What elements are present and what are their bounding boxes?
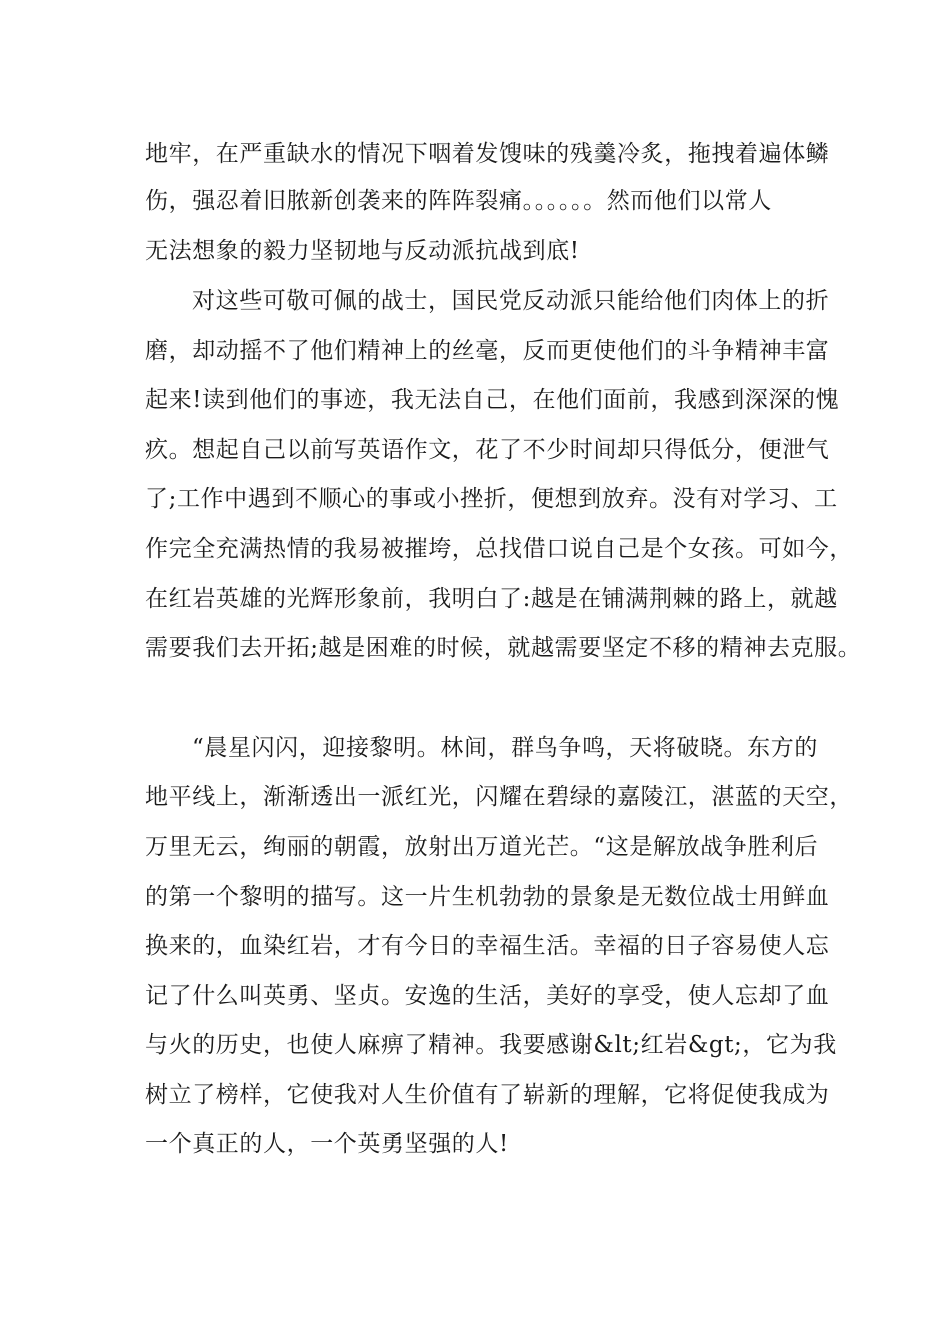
text-line: 记了什么叫英勇、坚贞。安逸的生活，美好的享受，使人忘却了血 — [145, 983, 830, 1009]
text-line: 对这些可敬可佩的战士，国民党反动派只能给他们肉体上的折 — [192, 288, 830, 314]
text-line: 疚。想起自己以前写英语作文，花了不少时间却只得低分，便泄气 — [145, 437, 830, 463]
text-line: 与火的历史，也使人麻痹了精神。我要感谢&lt;红岩&gt;，它为我 — [145, 1032, 837, 1058]
text-line: 起来!读到他们的事迹，我无法自己，在他们面前，我感到深深的愧 — [145, 387, 840, 413]
text-line: 了;工作中遇到不顺心的事或小挫折，便想到放弃。没有对学习、工 — [145, 486, 838, 512]
text-line: 地牢，在严重缺水的情况下咽着发馊味的残羹冷炙，拖拽着遍体鳞 — [145, 141, 830, 167]
text-line: 磨，却动摇不了他们精神上的丝毫，反而更使他们的斗争精神丰富 — [145, 338, 830, 364]
text-line: 的第一个黎明的描写。这一片生机勃勃的景象是无数位战士用鲜血 — [145, 884, 830, 910]
text-line: 需要我们去开拓;越是困难的时候，就越需要坚定不移的精神去克服。 — [145, 635, 862, 661]
text-line: 一个真正的人，一个英勇坚强的人! — [145, 1131, 509, 1157]
text-line: 万里无云，绚丽的朝霞，放射出万道光芒。“这是解放战争胜利后 — [145, 834, 819, 860]
text-line: 换来的，血染红岩，才有今日的幸福生活。幸福的日子容易使人忘 — [145, 933, 830, 959]
text-line: 作完全充满热情的我易被摧垮，总找借口说自己是个女孩。可如今， — [145, 536, 853, 562]
text-line: “晨星闪闪，迎接黎明。林间，群鸟争鸣，天将破晓。东方的 — [192, 735, 818, 761]
text-line: 地平线上，渐渐透出一派红光，闪耀在碧绿的嘉陵江，湛蓝的天空， — [145, 784, 853, 810]
text-line: 无法想象的毅力坚韧地与反动派抗战到底! — [145, 238, 580, 264]
text-line: 伤，强忍着旧脓新创袭来的阵阵裂痛。。。。。。然而他们以常人 — [145, 188, 772, 214]
text-line: 树立了榜样，它使我对人生价值有了崭新的理解，它将促使我成为 — [145, 1082, 830, 1108]
text-line: 在红岩英雄的光辉形象前，我明白了:越是在铺满荆棘的路上，就越 — [145, 586, 838, 612]
